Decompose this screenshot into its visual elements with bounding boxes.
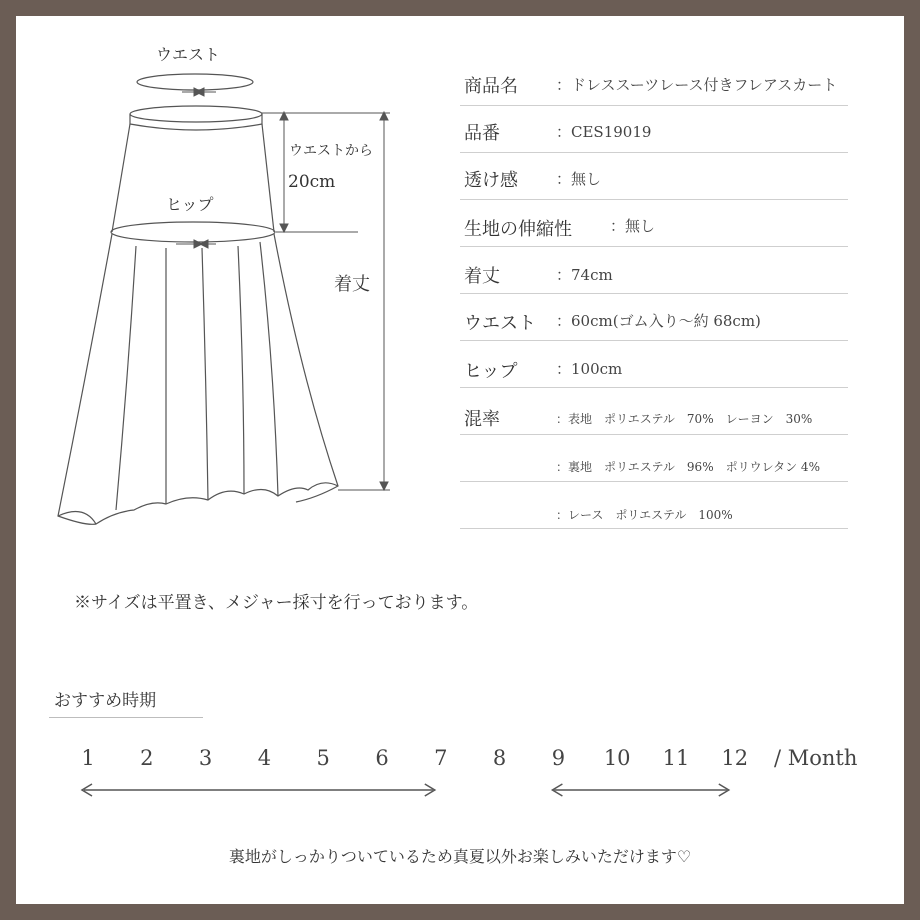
- length-label: 着丈: [334, 274, 370, 295]
- hip-ellipse: [111, 222, 275, 242]
- season-range-arrow-2: [552, 784, 728, 796]
- flare-right: [274, 234, 338, 502]
- spec-label: 品番: [464, 123, 500, 144]
- spec-value: ：60cm(ゴム入り～約 68cm): [556, 312, 761, 330]
- spec-value: ：無し: [556, 170, 602, 188]
- month-6: 6: [375, 746, 389, 770]
- season-title-rule: [49, 717, 203, 718]
- waistband-top: [130, 106, 262, 122]
- month-9: 9: [551, 746, 566, 770]
- from-waist-label: ウエストから: [289, 143, 373, 159]
- spec-row-hip: [460, 340, 848, 388]
- spec-row-blend-lace: [460, 481, 848, 529]
- spec-value: ：無し: [610, 217, 656, 235]
- spec-value: ：表地 ポリエステル 70% レーヨン 30%: [556, 412, 813, 426]
- spec-value: ：ドレススーツレース付きフレアスカート: [556, 76, 838, 94]
- from-waist-value: 20cm: [288, 172, 336, 192]
- footer-note: 裏地がしっかりついているため真夏以外お楽しみいただけます♡: [228, 847, 692, 866]
- spec-row-sheer: [460, 152, 848, 200]
- month-unit: / Month: [774, 746, 858, 770]
- spec-label: ウエスト: [464, 313, 536, 334]
- spec-label: 透け感: [464, 170, 518, 191]
- season-range-arrow-1: [82, 784, 435, 796]
- month-12: 12: [721, 746, 749, 770]
- yoke-left: [112, 124, 130, 232]
- seam-3: [202, 248, 208, 500]
- spec-row-code: [460, 105, 848, 153]
- seam-1: [116, 246, 136, 510]
- spec-card: [16, 16, 904, 904]
- spec-value: ：裏地 ポリエステル 96% ポリウレタン 4%: [556, 460, 820, 474]
- month-10: 10: [603, 746, 631, 770]
- spec-label: 商品名: [464, 76, 518, 97]
- measurement-note: ※サイズは平置き、メジャー採寸を行っております。: [74, 593, 479, 613]
- month-11: 11: [662, 746, 690, 770]
- month-2: 2: [140, 746, 154, 770]
- spec-row-blend-lining: [460, 434, 848, 482]
- month-1: 1: [81, 746, 95, 770]
- spec-label: 混率: [464, 409, 500, 430]
- seam-4: [238, 246, 244, 494]
- spec-label: 生地の伸縮性: [464, 219, 572, 240]
- seam-5: [260, 242, 278, 496]
- season-ranges: [16, 776, 904, 806]
- spec-value: ：CES19019: [556, 123, 652, 141]
- month-4: 4: [257, 746, 272, 770]
- spec-row-length: [460, 246, 848, 294]
- season-title: おすすめ時期: [54, 691, 157, 711]
- spec-row-stretch: [460, 199, 848, 247]
- month-3: 3: [198, 746, 213, 770]
- waist-ellipse: [137, 74, 253, 90]
- month-5: 5: [316, 746, 330, 770]
- yoke-right: [262, 124, 274, 232]
- waist-label: ウエスト: [156, 45, 221, 64]
- spec-value: ：レース ポリエステル 100%: [556, 508, 733, 522]
- month-8: 8: [492, 746, 507, 770]
- month-7: 7: [434, 746, 448, 770]
- spec-value: ：74cm: [556, 266, 613, 284]
- spec-value: ：100cm: [556, 360, 623, 378]
- flare-left: [58, 234, 112, 524]
- spec-label: ヒップ: [464, 361, 518, 382]
- spec-row-waist: [460, 293, 848, 341]
- spec-label: 着丈: [464, 266, 500, 287]
- hem: [58, 483, 338, 524]
- spec-row-name: [460, 58, 848, 106]
- skirt-diagram: [16, 16, 436, 556]
- hip-label: ヒップ: [166, 195, 214, 214]
- spec-row-blend: [460, 387, 848, 435]
